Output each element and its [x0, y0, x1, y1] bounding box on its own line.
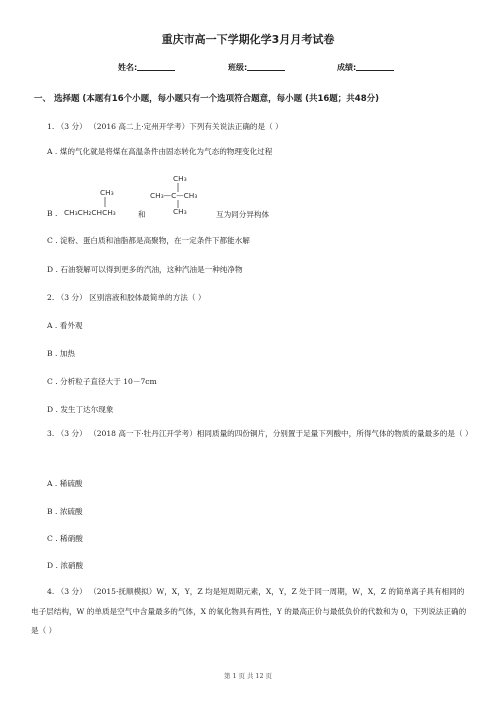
- q2-option-b: B . 加热: [47, 349, 76, 358]
- q2-stem: 2. （3 分） 区别溶液和胶体最简单的方法（ ）: [47, 293, 206, 302]
- score-field: [337, 62, 394, 73]
- q1-b-mol2-top: CH₃: [173, 174, 187, 183]
- q3-option-a: A . 稀硫酸: [47, 479, 83, 488]
- q1-stem: 1. （3 分） （2016 高二上·定州开学考）下列有关说法正确的是（ ）: [47, 122, 283, 131]
- q1-b-and: 和: [138, 210, 146, 219]
- class-blank: [247, 62, 285, 71]
- section-heading: 一、 选择题 (本题有16个小题，每小题只有一个选项符合题意，每小题 (共16题；共48分): [34, 94, 380, 104]
- class-field: [228, 62, 285, 73]
- name-label: 姓名:: [118, 63, 138, 72]
- q3-option-c: C . 稀硝酸: [47, 534, 83, 543]
- q1-option-d: D . 石油裂解可以得到更多的汽油，这种汽油是一种纯净物: [47, 265, 243, 274]
- q3-stem: 3. （3 分） （2018 高一下·牡丹江开学考）相同质量的四份铜片，分别置于足量下列酸中，所得气体的物质的量最多的是（ ）: [47, 429, 473, 438]
- q2-option-c: C . 分析粒子直径大于 10－7cm: [47, 377, 157, 386]
- q3-option-b: B . 浓硫酸: [47, 507, 83, 516]
- q1-option-a: A . 煤的气化就是将煤在高温条件由固态转化为气态的物理变化过程: [47, 147, 273, 156]
- q1-b-mol2-main: CH₃—C—CH₃: [150, 191, 198, 200]
- page-title: 重庆市高一下学期化学3月月考试卷: [161, 33, 335, 46]
- q2-option-d: D . 发生丁达尔现象: [47, 405, 114, 414]
- score-blank: [356, 62, 394, 71]
- q1-option-b-prefix: B .: [47, 209, 58, 218]
- q1-b-mol1-bond: [104, 197, 106, 207]
- q1-b-mol2-bottom: CH₃: [173, 207, 187, 216]
- q3-option-d: D . 浓硝酸: [47, 561, 84, 570]
- page-footer: 第 1 页 共 12 页: [224, 672, 272, 680]
- name-field: [118, 62, 175, 73]
- q1-b-suffix: 互为同分异构体: [216, 210, 270, 219]
- q2-option-a: A . 看外观: [47, 321, 83, 330]
- class-label: 班级:: [228, 63, 248, 72]
- q1-b-mol1-main: CH₃CH₂CHCH₃: [64, 208, 116, 217]
- score-label: 成绩:: [337, 63, 357, 72]
- q1-option-c: C . 淀粉、蛋白质和油脂都是高聚物，在一定条件下都能水解: [47, 236, 250, 245]
- name-blank: [137, 62, 175, 71]
- q4-stem: 4. （3 分） （2015·抚顺模拟）W，X，Y，Z 均是短周期元素，X，Y，Z 处于同一周期，W，X，Z 的简单离子具有相同的电子层结构，W 的单质是空气中含量最多的气体，X 的氧化物具有两性，Y 的最高正价与最低负价的代数和为 0，下列说法正确的是（ ）: [31, 587, 467, 635]
- q1-b-mol1-top: CH₃: [100, 188, 114, 197]
